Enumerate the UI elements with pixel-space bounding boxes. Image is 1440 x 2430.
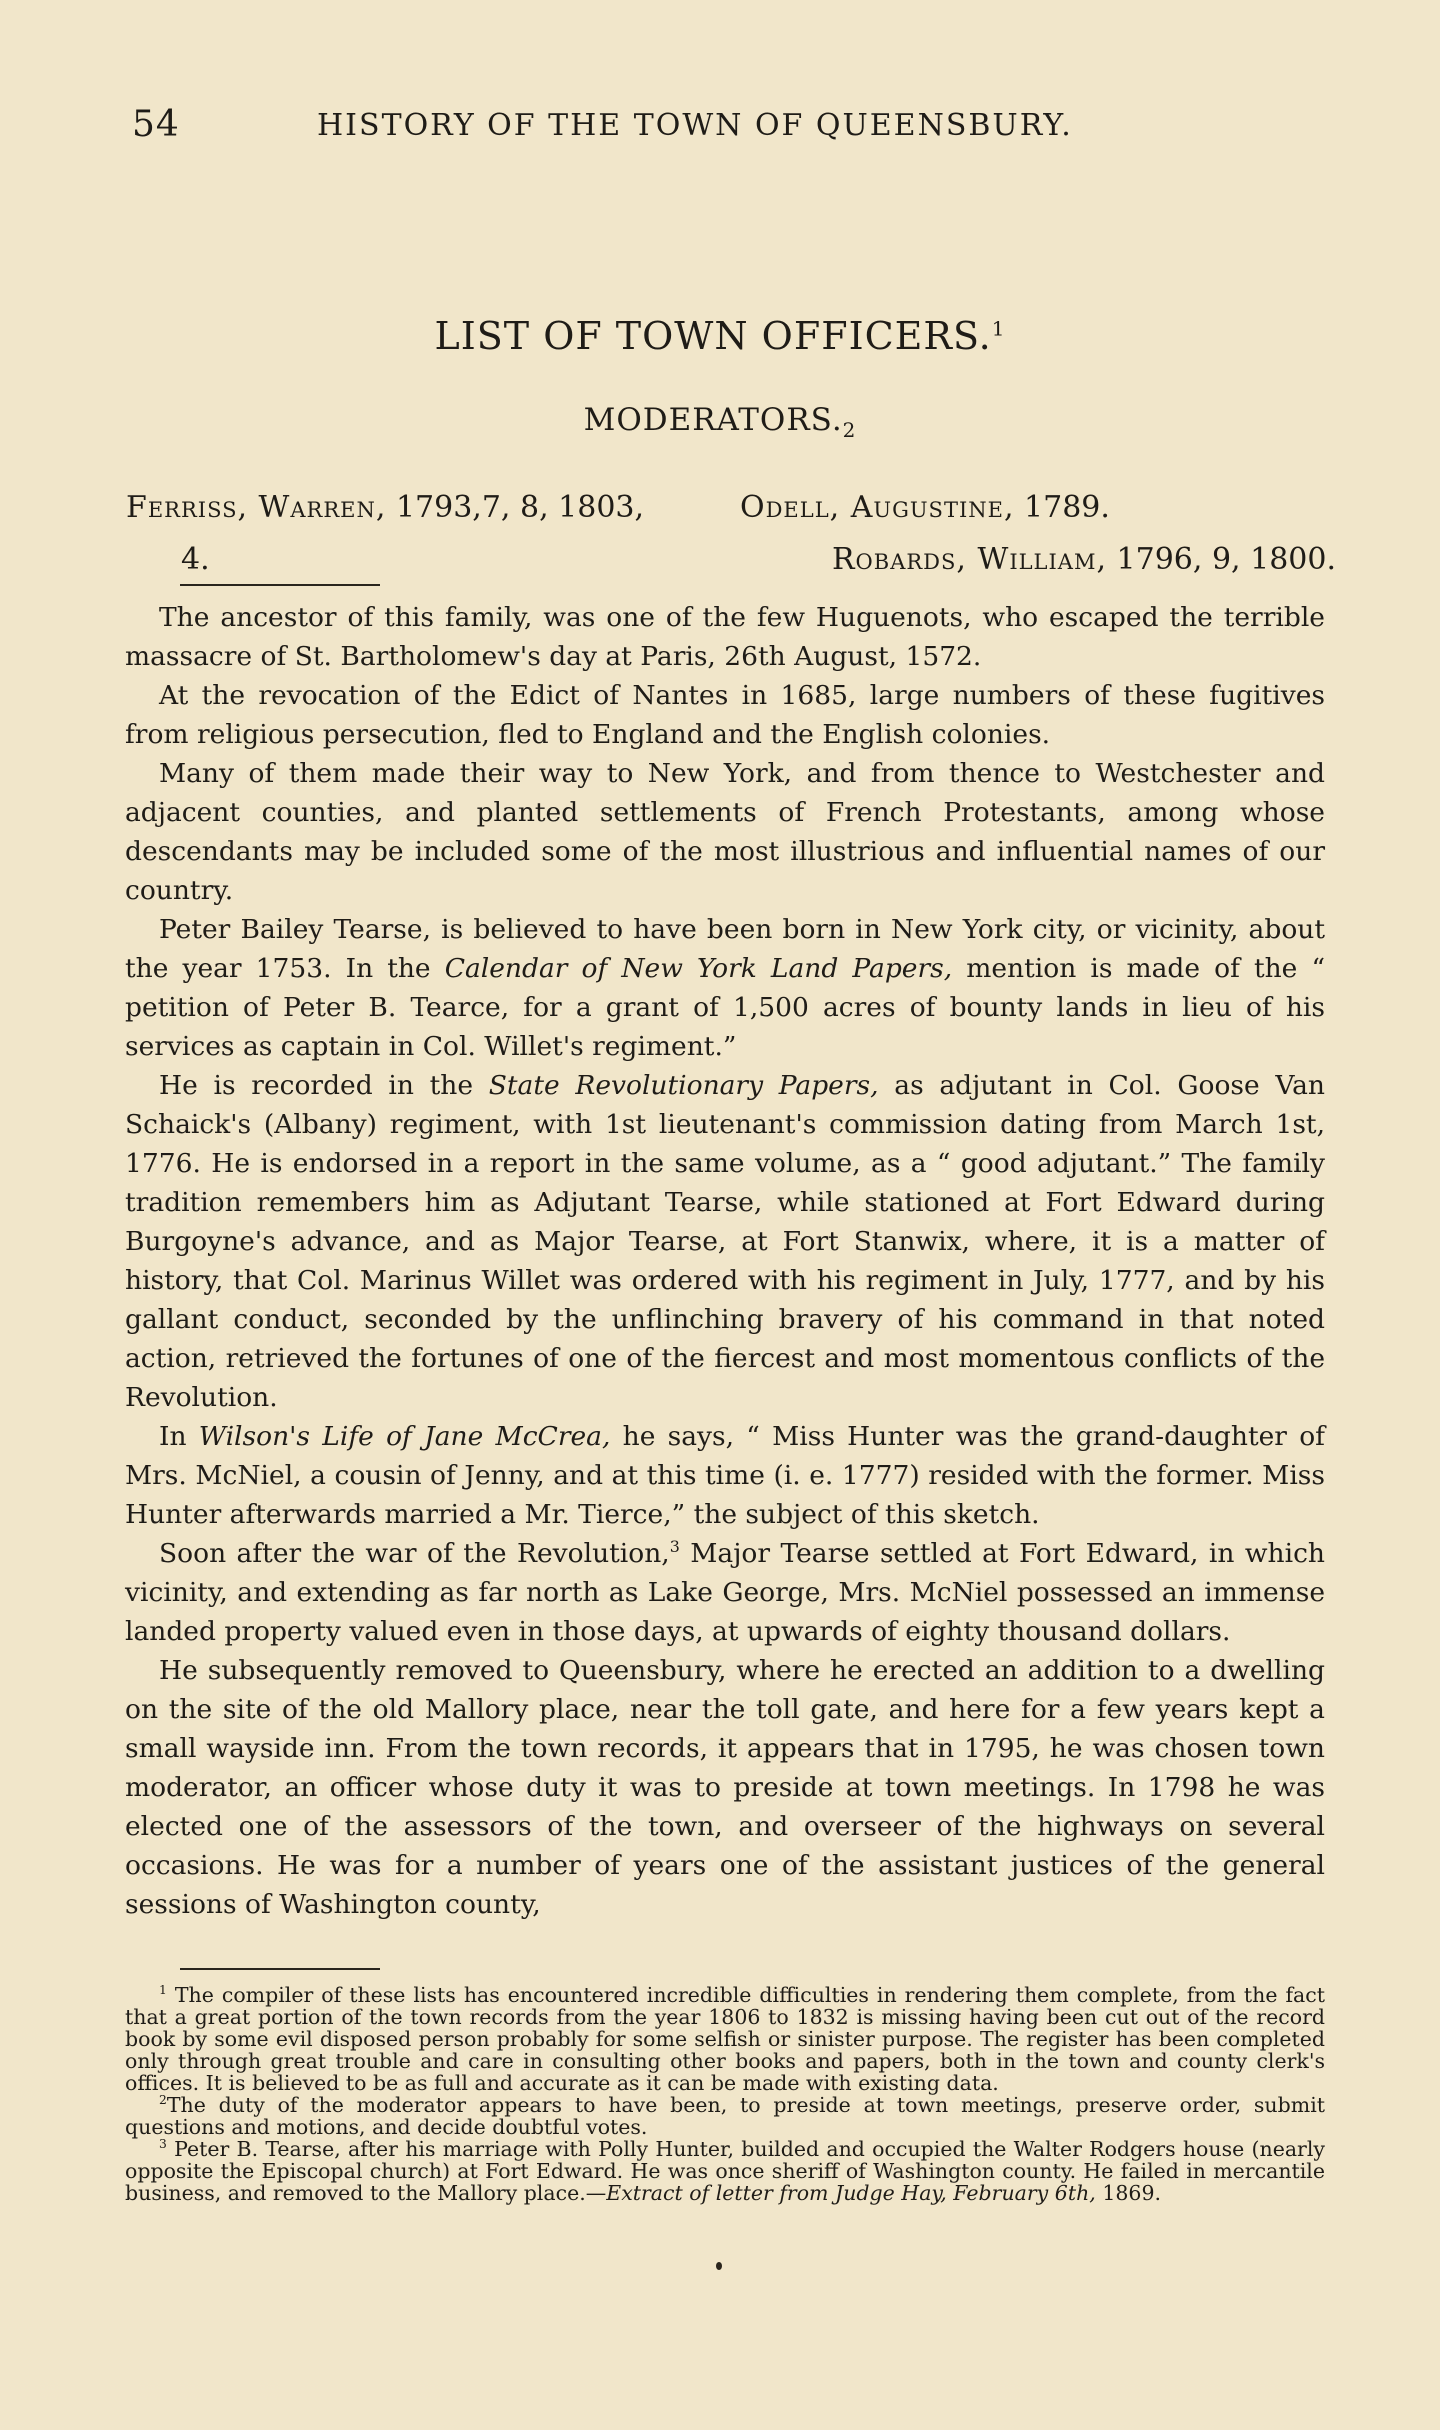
footnote-2 (125, 2094, 1325, 2138)
page-number: 54 (132, 104, 180, 145)
footnote-3 (125, 2138, 1325, 2204)
paragraph: At the revocation of the Edict of Nantes in 1685, large numbers of these fugitives from religious persecution, fled to England and the English colonies. (125, 680, 1325, 750)
officer-name: Robards, William, (831, 542, 1107, 577)
text-run: Major Tearse settled at Fort Edward, in which vicinity, and extending as far north as Lake George, Mrs. McNiel possessed an immense landed property valued even in those days, at upwards of eighty thousand dollars. (125, 1538, 1325, 1647)
paragraph: Many of them made their way to New York, and from thence to Westchester and adjacent counties, and planted settlements of French Protestants, among whose descendants may be included some of the most illustrious and influential names of our country. (125, 758, 1325, 906)
footnote-text: The compiler of these lists has encountered incredible difficulties in rendering them complete, from the fact that a great portion of the town records from the year 1806 to 1832 is missing having been cut out of the record book by some evil disposed person probably for some selfish or sinister purpose. The register has been completed only through great trouble and care in consulting other books and papers, both in the town and county clerk's offices. It is believed to be as full and accurate as it can be made with existing data. (125, 1983, 1325, 2095)
text-run: Peter Bailey Tearse, is believed to have been born in New York city, or vicinity, about the year 1753. In the (125, 914, 1325, 984)
italic-citation: State Revolutionary Papers, (488, 1070, 879, 1101)
section-footnote-mark: 2 (842, 418, 857, 443)
section-title (0, 402, 1440, 442)
officer-name: Odell, Augustine, (740, 490, 1015, 525)
paragraph (125, 910, 1325, 1066)
list-title-footnote-mark: 1 (991, 316, 1006, 341)
italic-citation: Wilson's Life of Jane McCrea, (198, 1421, 611, 1452)
ink-speck (716, 2262, 722, 2270)
paragraph (125, 1534, 1325, 1651)
footnote-text: The duty of the moderator appears to have been, to preside at town meetings, preserve order, submit questions and motions, and decide doubtful votes. (125, 2093, 1325, 2139)
text-run: He is recorded in the (159, 1070, 489, 1101)
running-title: HISTORY OF THE TOWN OF QUEENSBURY. (317, 108, 1073, 143)
paragraph (125, 1417, 1325, 1534)
text-run: Soon after the war of the Revolution, (159, 1538, 670, 1569)
officer-entry-robards (832, 534, 1336, 586)
italic-citation: Extract of letter from Judge Hay, February 6th, (606, 2181, 1096, 2205)
officer-entry-odell (740, 482, 1110, 534)
body-text (125, 598, 1325, 1924)
text-run: he says, “ Miss Hunter was the grand-daughter of Mrs. McNiel, a cousin of Jenny, and at this time (i. e. 1777) resided with the former. Miss Hunter afterwards married a Mr. Tierce,” the subject of this sketch. (125, 1421, 1325, 1530)
section-divider (180, 584, 380, 586)
italic-citation: Calendar of New York Land Papers, (444, 953, 953, 984)
footnote-divider (180, 1968, 380, 1970)
footnotes (125, 1984, 1325, 2204)
text-run: mention is made of the “ petition of Peter B. Tearce, for a grant of 1,500 acres of bounty lands in lieu of his services as captain in Col. Willet's regiment.” (125, 953, 1325, 1062)
footnote-mark: 2 (159, 2093, 167, 2108)
footnote-mark: 1 (159, 1983, 167, 1998)
section-title-text: MODERATORS. (583, 402, 843, 438)
list-title (0, 314, 1440, 358)
paragraph (125, 1066, 1325, 1417)
list-title-text: LIST OF TOWN OFFICERS. (434, 314, 992, 358)
officer-name: Ferriss, Warren, (126, 490, 387, 525)
officer-years: 1793,7, 8, 1803, (386, 490, 645, 525)
text-run: as adjutant in Col. Goose Van Schaick's (Albany) regiment, with 1st lieutenant's commission dating from March 1st, 1776. He is endorsed in a report in the same volume, as a “ good adjutant.” The family tradition remembers him as Adjutant Tearse, while stationed at Fort Edward during Burgoyne's advance, and as Major Tearse, at Fort Stanwix, where, it is a matter of history, that Col. Marinus Willet was ordered with his regiment in July, 1777, and by his gallant conduct, seconded by the unflinching bravery of his command in that noted action, retrieved the fortunes of one of the fiercest and most momentous conflicts of the Revolution. (125, 1070, 1325, 1413)
footnote-text: 1869. (1095, 2181, 1162, 2205)
footnote-1 (125, 1984, 1325, 2094)
text-run: In (159, 1421, 199, 1452)
officer-years: 1789. (1014, 490, 1110, 525)
page-header (132, 104, 1260, 164)
officer-years-continued: 4. (181, 542, 210, 577)
footnote-mark: 3 (159, 2137, 167, 2152)
footnote-text: Peter B. Tearse, after his marriage with Polly Hunter, builded and occupied the Walter Rodgers house (nearly opposite the Episcopal church) at Fort Edward. He was once sheriff of Washington county. He failed in mercantile business, and removed to the Mallory place.— (125, 2137, 1325, 2205)
officer-entry-ferriss (126, 482, 645, 577)
paragraph: The ancestor of this family, was one of the few Huguenots, who escaped the terrible massacre of St. Bartholomew's day at Paris, 26th August, 1572. (125, 602, 1325, 672)
officer-years: 1796, 9, 1800. (1107, 542, 1336, 577)
footnote-reference: 3 (669, 1537, 680, 1557)
paragraph: He subsequently removed to Queensbury, where he erected an addition to a dwelling on the site of the old Mallory place, near the toll gate, and here for a few years kept a small wayside inn. From the town records, it appears that in 1795, he was chosen town moderator, an officer whose duty it was to preside at town meetings. In 1798 he was elected one of the assessors of the town, and overseer of the highways on several occasions. He was for a number of years one of the assistant justices of the general sessions of Washington county, (125, 1655, 1325, 1920)
